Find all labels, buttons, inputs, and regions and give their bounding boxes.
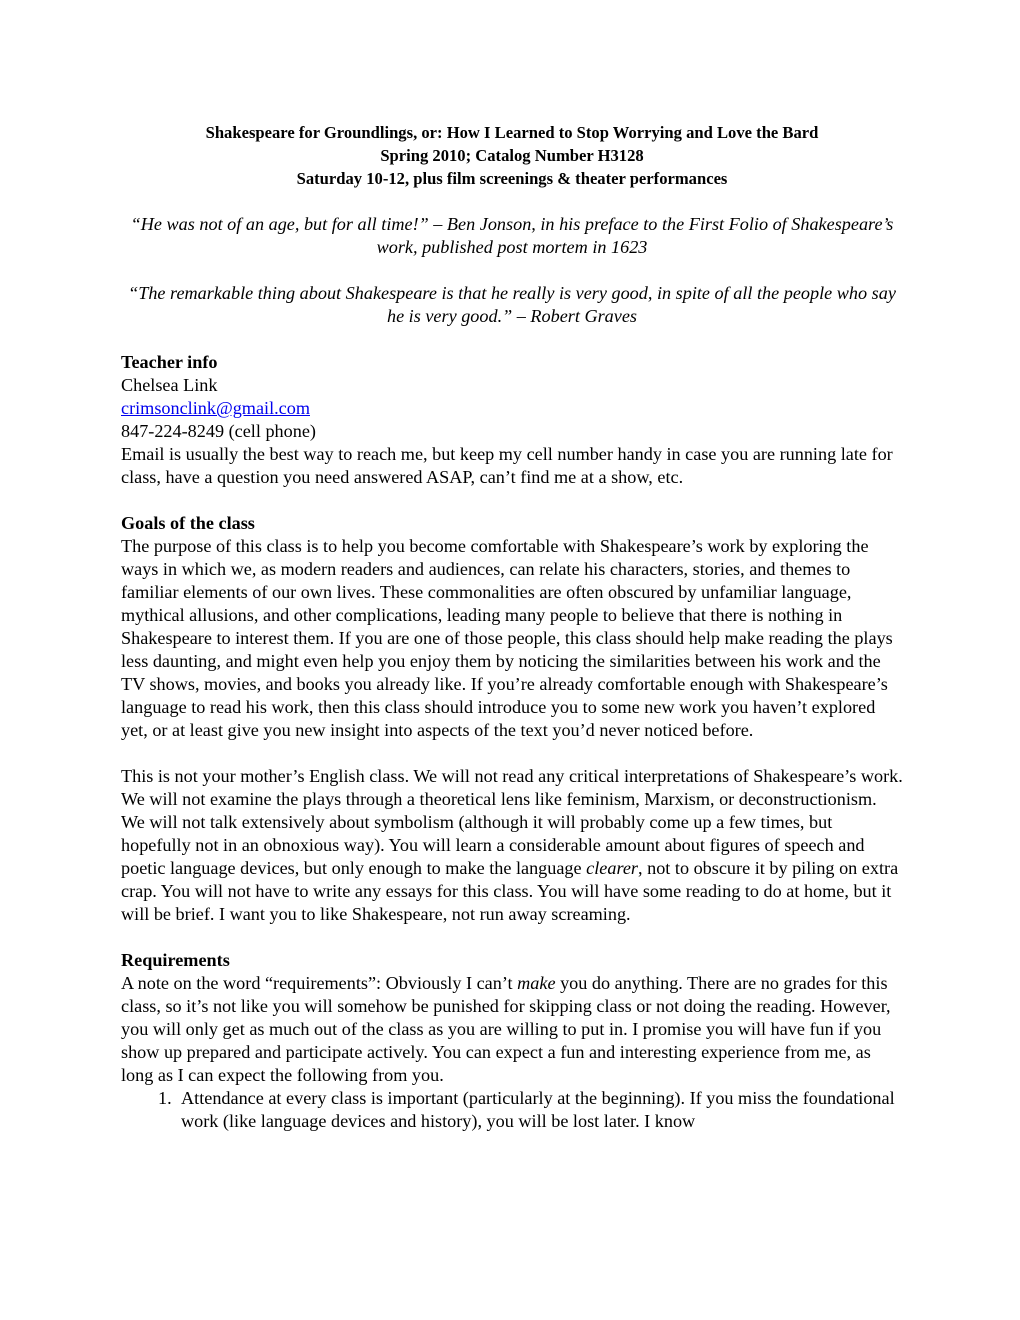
- course-term: Spring 2010; Catalog Number H3128: [380, 146, 644, 165]
- requirements-list-item: [121, 1087, 903, 1133]
- goals-paragraph-2-end: , not to obscure it by piling on extra crap. You will not have to write any essays for this class. You will have some reading to do at home, but it will be brief. I want you to like Shakespeare, not run away screaming.: [121, 858, 899, 924]
- teacher-phone: 847-224-8249 (cell phone): [121, 421, 316, 441]
- requirements-intro: [121, 972, 903, 1087]
- teacher-email-link[interactable]: crimsonclink@gmail.com: [121, 398, 310, 418]
- requirements-list: [121, 1087, 903, 1133]
- goals-section: [121, 512, 903, 926]
- goals-paragraph-2: [121, 765, 903, 926]
- requirements-intro-end: you do anything. There are no grades for this class, so it’s not like you will somehow be punished for skipping class or not doing the reading. However, you will only get as much out of the class as you are willing to put in. I promise you will have fun if you show up prepared and participate actively. You can expect a fun and interesting experience from me, as long as I can expect the following from you.: [121, 973, 891, 1085]
- goals-paragraph-2-start: This is not your mother’s English class. We will not read any critical interpretations of Shakespeare’s work. We will not examine the plays through a theoretical lens like feminism, Marxism, or deconstructionism. We will not talk extensively about symbolism (although it will probably come up a few times, but hopefully not in an obnoxious way). You will learn a considerable amount about figures of speech and poetic language devices, but only enough to make the language: [121, 766, 903, 878]
- course-title: Shakespeare for Groundlings, or: How I Learned to Stop Worrying and Love the Bard: [205, 123, 819, 142]
- teacher-info-section: [121, 351, 903, 489]
- teacher-name: Chelsea Link: [121, 375, 218, 395]
- goals-paragraph-2-emphasis: clearer: [586, 858, 639, 878]
- teacher-contact-note: Email is usually the best way to reach me, but keep my cell number handy in case you are running late for class, have a question you need answered ASAP, can’t find me at a show, etc.: [121, 444, 893, 487]
- requirements-heading: Requirements: [121, 950, 230, 970]
- requirements-section: [121, 949, 903, 1133]
- epigraph-jonson: “He was not of an age, but for all time!” – Ben Jonson, in his preface to the First Folio of Shakespeare’s work, published post mortem in 1623: [130, 214, 894, 257]
- teacher-info-heading: Teacher info: [121, 352, 218, 372]
- goals-paragraph-1: The purpose of this class is to help you become comfortable with Shakespeare’s work by exploring the ways in which we, as modern readers and audiences, can relate his characters, stories, and themes to familiar elements of our own lives. These commonalities are often obscured by unfamiliar language, mythical allusions, and other complications, leading many people to believe that there is nothing in Shakespeare to interest them. If you are one of those people, this class should help make reading the plays less daunting, and might even help you enjoy them by noticing the similarities between his work and the TV shows, movies, and books you already like. If you’re already comfortable enough with Shakespeare’s language to read his work, then this class should introduce you to some new work you haven’t explored yet, or at least give you new insight into aspects of the text you’d never noticed before.: [121, 536, 893, 740]
- requirements-intro-emphasis: make: [517, 973, 556, 993]
- goals-heading: Goals of the class: [121, 513, 255, 533]
- document-page: [121, 121, 903, 1133]
- list-item-text: Attendance at every class is important (particularly at the beginning). If you miss the foundational work (like language devices and history), you will be lost later. I know: [181, 1088, 895, 1131]
- course-schedule: Saturday 10-12, plus film screenings & theater performances: [296, 169, 728, 188]
- list-item-number: 1.: [158, 1088, 172, 1108]
- document-header: [121, 121, 903, 190]
- requirements-intro-start: A note on the word “requirements”: Obviously I can’t: [121, 973, 518, 993]
- epigraph-graves: “The remarkable thing about Shakespeare is that he really is very good, in spite of all the people who say he is very good.” – Robert Graves: [128, 283, 896, 326]
